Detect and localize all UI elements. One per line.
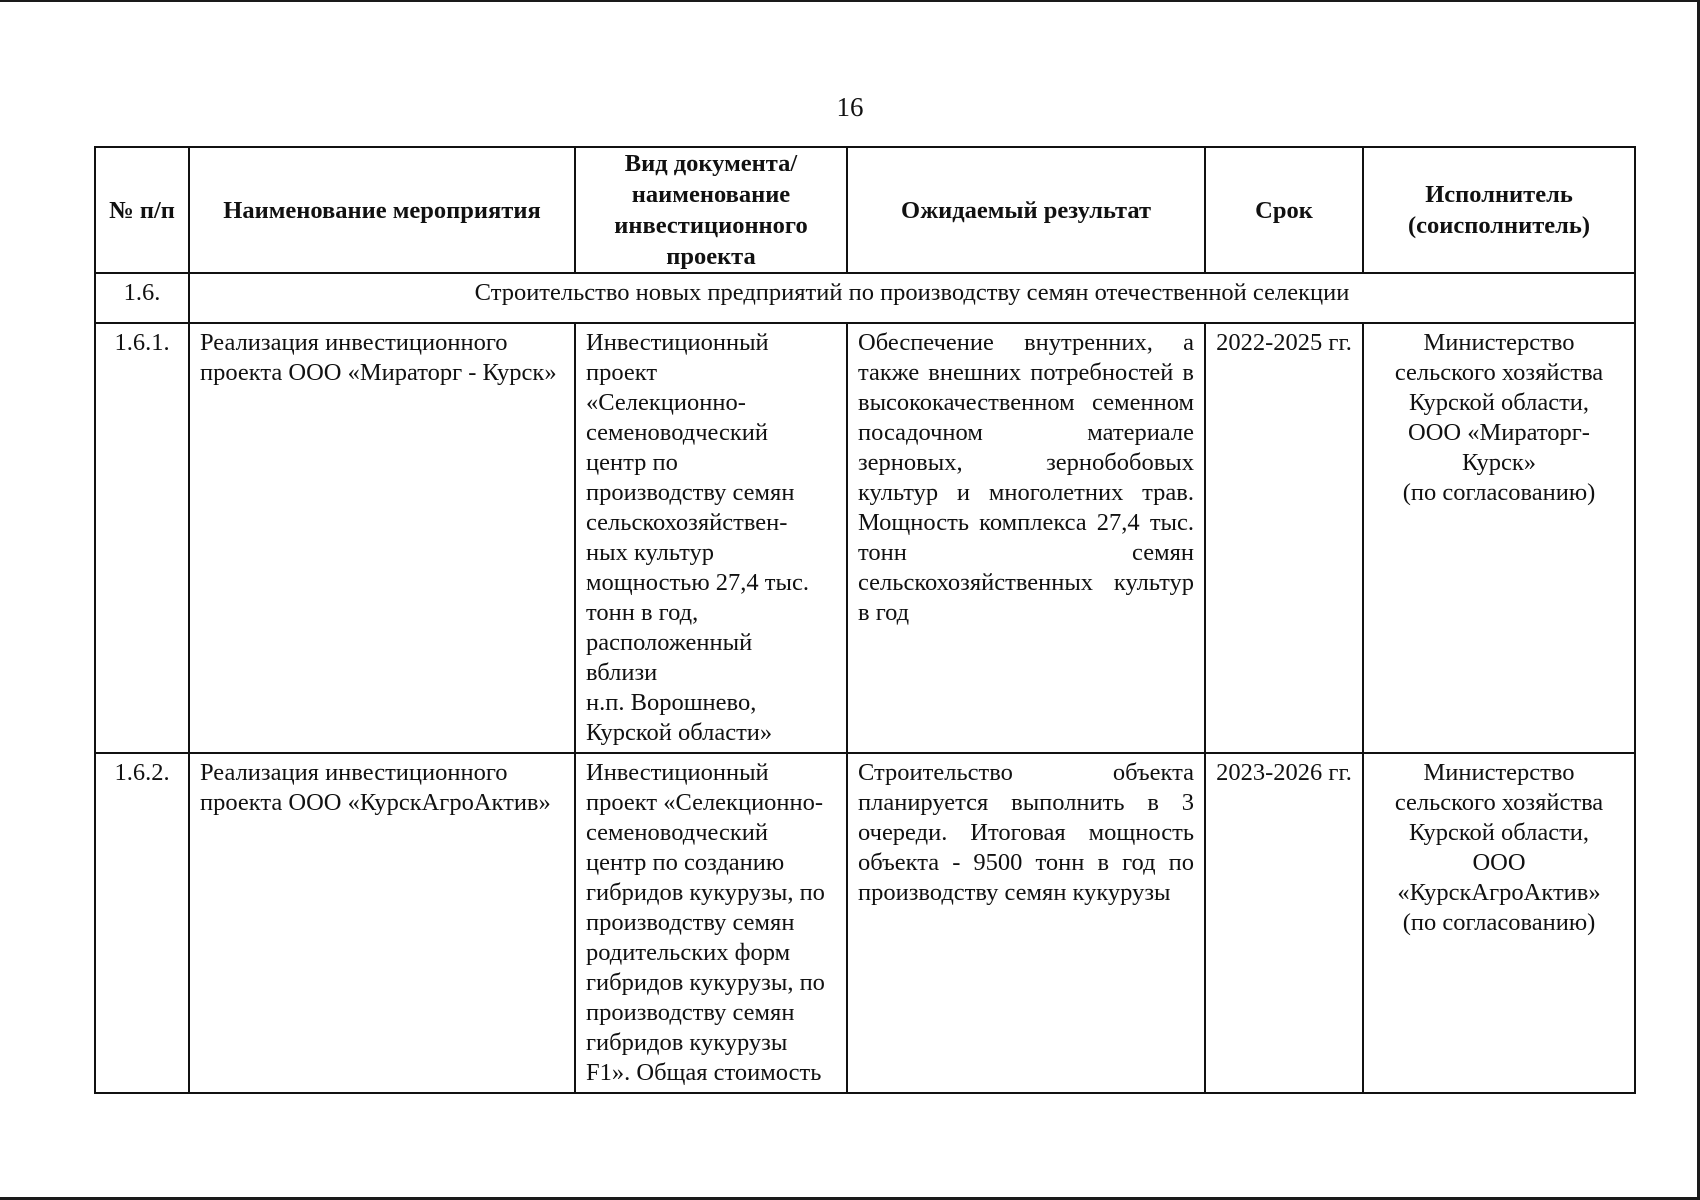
row-executor xyxy=(1363,323,1635,753)
doc-line: проект «Селекционно- xyxy=(586,789,824,816)
doc-line: ных культур xyxy=(586,539,715,566)
executor-line: «КурскАгроАктив» xyxy=(1397,879,1601,906)
doc-line: Курской области» xyxy=(586,719,773,746)
doc-line: семеноводческий xyxy=(586,819,769,846)
page-number: 16 xyxy=(836,92,864,122)
executor-line: сельского хозяйства xyxy=(1394,789,1604,816)
executor-line: (по согласованию) xyxy=(1402,479,1596,506)
executor-line: Курской области, xyxy=(1408,389,1590,416)
scan-border-top xyxy=(0,0,1700,2)
row-document xyxy=(575,323,847,753)
executor-line: ООО «Мираторг- xyxy=(1408,419,1590,446)
row-executor xyxy=(1363,753,1635,1093)
section-title: Строительство новых предприятий по производству семян отечественной селекции xyxy=(189,273,1635,323)
row-term: 2022-2025 гг. xyxy=(1205,323,1363,753)
doc-line: тонн в год, xyxy=(586,599,699,626)
executor-line: Курской области, xyxy=(1408,819,1590,846)
doc-line: «Селекционно- xyxy=(586,389,746,416)
doc-line: мощностью 27,4 тыс. xyxy=(586,569,809,596)
header-result: Ожидаемый результат xyxy=(847,147,1205,273)
executor-line: сельского хозяйства xyxy=(1394,359,1604,386)
header-doc: Вид документа/ наименование инвестиционного проекта xyxy=(575,147,847,273)
doc-line: центр по созданию xyxy=(586,849,785,876)
measures-table xyxy=(94,146,1636,1094)
doc-line: производству семян xyxy=(586,479,795,506)
row-num: 1.6.2. xyxy=(95,753,189,1093)
executor-line: Курск» xyxy=(1461,449,1537,476)
doc-line: Инвестиционный xyxy=(586,759,769,786)
header-executor: Исполнитель (соисполнитель) xyxy=(1363,147,1635,273)
header-term: Срок xyxy=(1205,147,1363,273)
header-name: Наименование мероприятия xyxy=(189,147,575,273)
row-expected-result: Строительство объекта планируется выполнить в 3 очереди. Итоговая мощность объекта - 9500 тонн в год по производству семян кукурузы xyxy=(847,753,1205,1093)
doc-line: производству семян xyxy=(586,909,795,936)
row-measure-name: Реализация инвестиционного проекта ООО «КурскАгроАктив» xyxy=(189,753,575,1093)
executor-line: Министерство xyxy=(1423,329,1575,356)
doc-line: проект xyxy=(586,359,658,386)
doc-line: центр по xyxy=(586,449,678,476)
table-row xyxy=(95,323,1635,753)
doc-line: сельскохозяйствен- xyxy=(586,509,788,536)
section-num: 1.6. xyxy=(95,273,189,323)
doc-line: семеноводческий xyxy=(586,419,769,446)
row-document xyxy=(575,753,847,1093)
doc-line: F1». Общая стоимость xyxy=(586,1059,822,1086)
row-term: 2023-2026 гг. xyxy=(1205,753,1363,1093)
section-row xyxy=(95,273,1635,323)
doc-line: гибридов кукурузы xyxy=(586,1029,788,1056)
doc-line: Инвестиционный xyxy=(586,329,769,356)
doc-line: н.п. Ворошнево, xyxy=(586,689,757,716)
executor-line: ООО xyxy=(1472,849,1526,876)
doc-line: вблизи xyxy=(586,659,658,686)
doc-line: родительских форм xyxy=(586,939,791,966)
row-num: 1.6.1. xyxy=(95,323,189,753)
header-num: № п/п xyxy=(95,147,189,273)
table-row xyxy=(95,753,1635,1093)
doc-line: гибридов кукурузы, по xyxy=(586,879,825,906)
row-measure-name: Реализация инвестиционного проекта ООО «Мираторг - Курск» xyxy=(189,323,575,753)
doc-line: гибридов кукурузы, по xyxy=(586,969,825,996)
row-expected-result: Обеспечение внутренних, а также внешних потребностей в высококачественном семенном посадочном материале зерновых, зернобобовых культур и многолетних трав. Мощность комплекса 27,4 тыс. тонн семян сельскохозяйственных культур в год xyxy=(847,323,1205,753)
table-header-row xyxy=(95,147,1635,273)
doc-line: расположенный xyxy=(586,629,753,656)
executor-line: Министерство xyxy=(1423,759,1575,786)
doc-line: производству семян xyxy=(586,999,795,1026)
executor-line: (по согласованию) xyxy=(1402,909,1596,936)
